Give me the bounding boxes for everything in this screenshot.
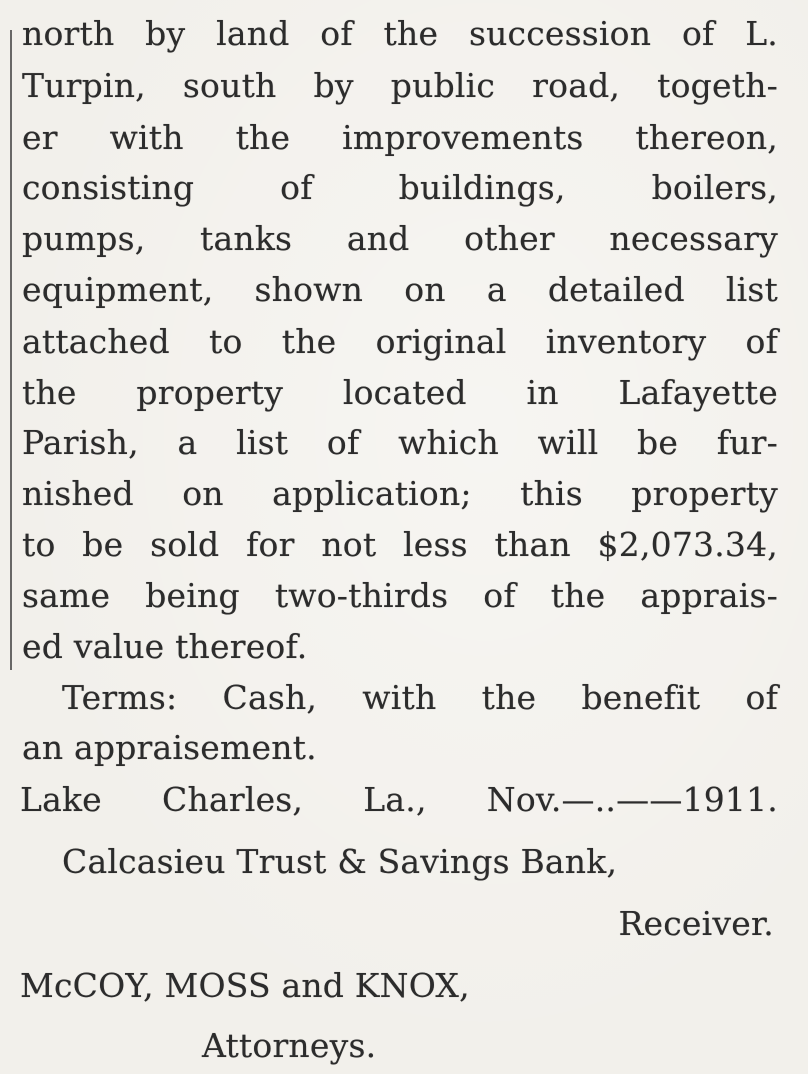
body-line: nished on application; this property [22,474,778,513]
attorneys-names: McCOY, MOSS and KNOX, [20,966,470,1005]
place-and-date: Lake Charles, La., Nov.—..——1911. [20,780,778,819]
body-line: same being two-thirds of the apprais- [22,576,778,615]
body-line: north by land of the succession of L. [22,14,778,53]
body-line: pumps, tanks and other necessary [22,219,778,258]
attorneys-label: Attorneys. [202,1026,377,1065]
terms-line-continued: an appraisement. [22,728,317,767]
body-line: the property located in Lafayette [22,373,778,412]
body-line: ed value thereof. [22,627,308,666]
body-line: er with the improvements thereon, [22,118,778,157]
body-line: Parish, a list of which will be fur- [22,423,778,462]
body-line: attached to the original inventory of [22,322,778,361]
body-line: equipment, shown on a detailed list [22,270,778,309]
column-rule [10,30,12,670]
body-line: consisting of buildings, boilers, [22,168,778,207]
bank-role: Receiver. [618,904,774,943]
bank-name: Calcasieu Trust & Savings Bank, [62,842,618,881]
body-line: to be sold for not less than $2,073.34, [22,525,778,564]
body-line: Turpin, south by public road, togeth- [22,66,778,105]
terms-line: Terms: Cash, with the benefit of [62,678,778,717]
